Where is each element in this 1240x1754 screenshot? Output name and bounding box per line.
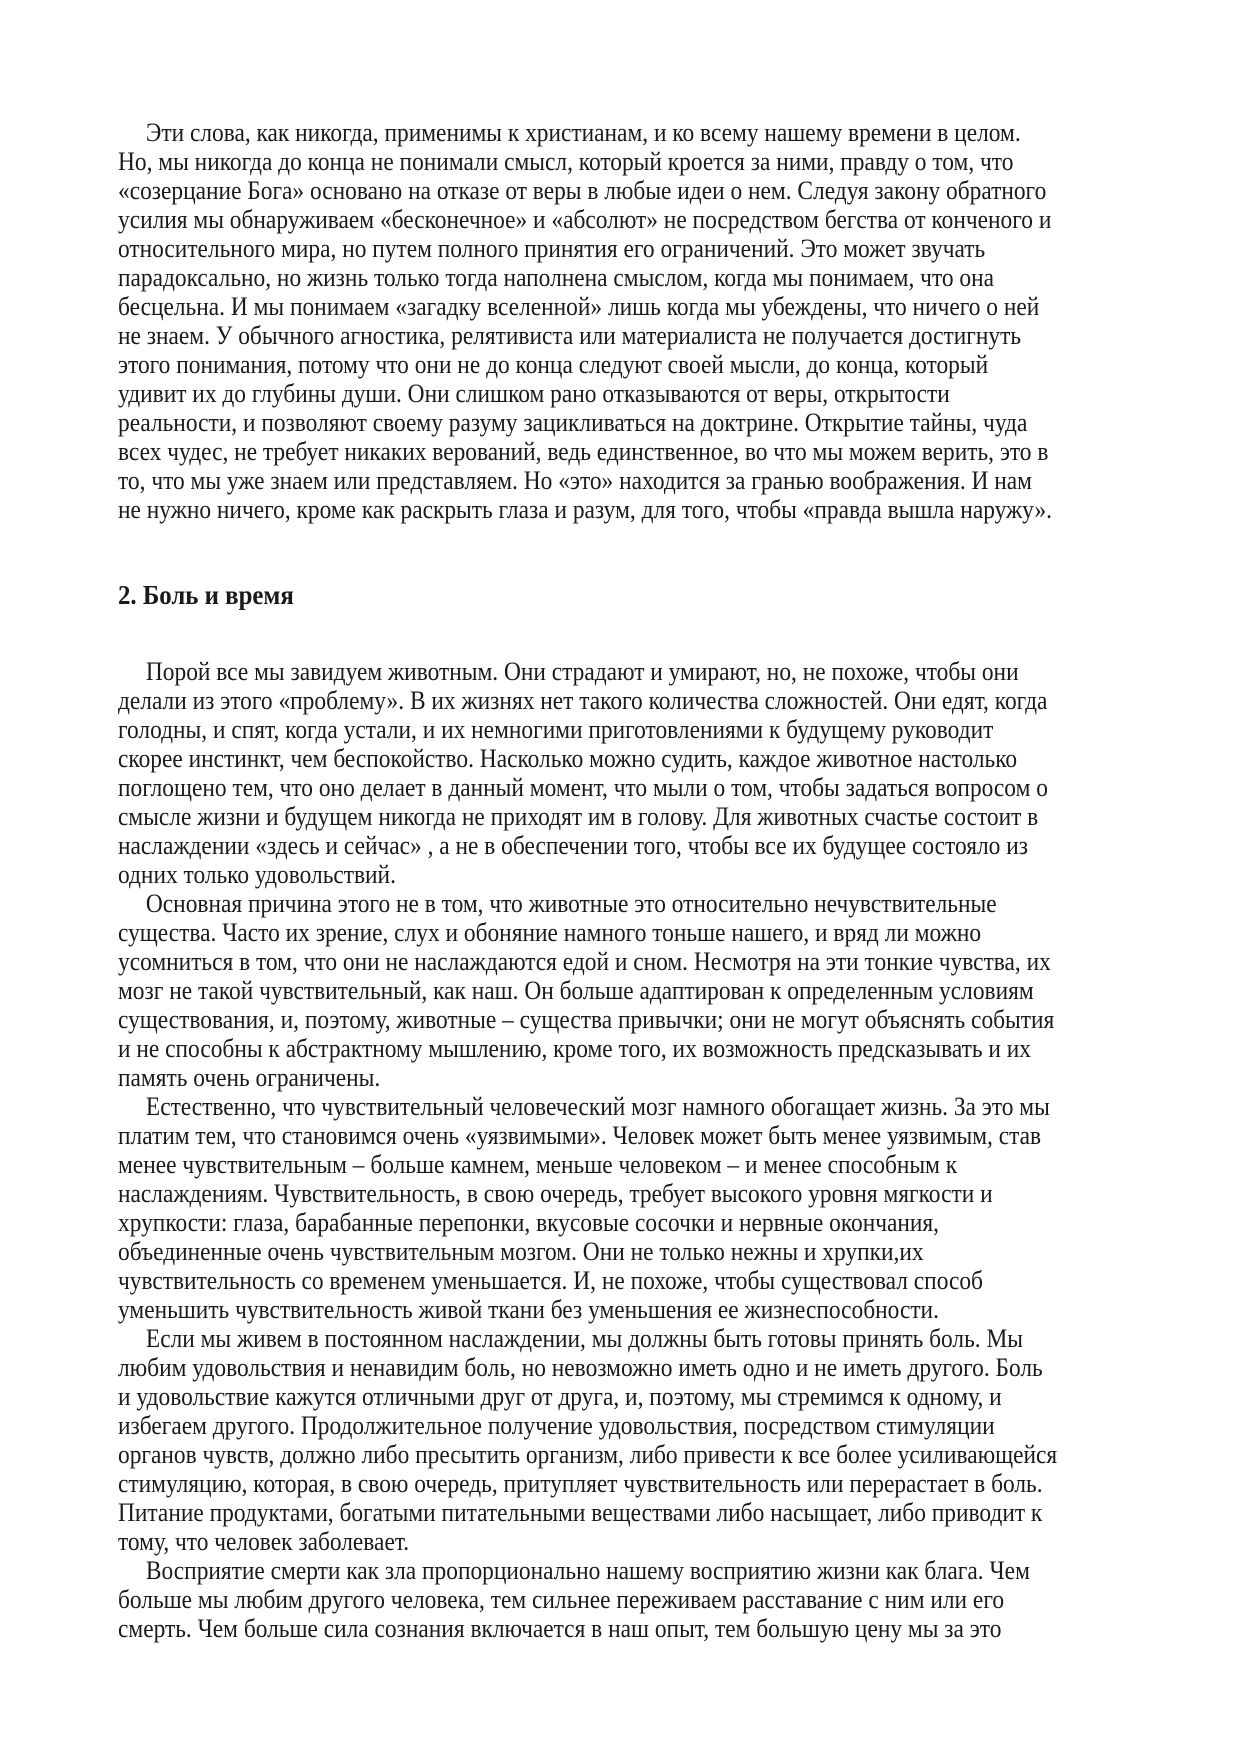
paragraph <box>118 1324 1138 1556</box>
paragraph <box>118 889 1138 1092</box>
text-line: усомниться в том, что они не наслаждаются едой и сном. Несмотря на эти тонкие чувства, их <box>118 947 1051 976</box>
text-line: хрупкости: глаза, барабанные перепонки, вкусовые сосочки и нервные окончания, <box>118 1208 940 1237</box>
paragraph <box>118 118 1138 524</box>
text-line: и удовольствие кажутся отличными друг от друга, и, поэтому, мы стремимся к одному, и <box>118 1382 1002 1411</box>
paragraph <box>118 657 1138 889</box>
text-line: наслаждении «здесь и сейчас» , а не в обеспечении того, чтобы все их будущее состояло из <box>118 831 1028 860</box>
text-line: Эти слова, как никогда, применимы к христианам, и ко всему нашему времени в целом. <box>145 118 1021 147</box>
text-line: относительного мира, но путем полного принятия его ограничений. Это может звучать <box>118 234 986 263</box>
section-1-body <box>118 118 1138 524</box>
text-line: реальности, и позволяют своему разуму зацикливаться на доктрине. Открытие тайны, чуда <box>118 408 1028 437</box>
text-line: чувствительность со временем уменьшается. И, не похоже, чтобы существовал способ <box>118 1266 983 1295</box>
text-line: парадоксально, но жизнь только тогда наполнена смыслом, когда мы понимаем, что она <box>118 263 995 292</box>
text-line: существа. Часто их зрение, слух и обоняние намного тоньше нашего, и вряд ли можно <box>118 918 982 947</box>
text-line: одних только удовольствий. <box>118 860 396 889</box>
text-line: делали из этого «проблему». В их жизнях нет такого количества сложностей. Они едят, когда <box>118 686 1048 715</box>
text-line: любим удовольствия и ненавидим боль, но невозможно иметь одно и не иметь другого. Боль <box>118 1353 1043 1382</box>
text-line: тому, что человек заболевает. <box>118 1527 410 1556</box>
text-line: Естественно, что чувствительный человеческий мозг намного обогащает жизнь. За это мы <box>145 1092 1050 1121</box>
text-line: больше мы любим другого человека, тем сильнее переживаем расставание с ним или его <box>118 1585 1005 1614</box>
text-line: «созерцание Бога» основано на отказе от веры в любые идеи о нем. Следуя закону обратного <box>118 176 1047 205</box>
text-line: объединенные очень чувствительным мозгом. Они не только нежны и хрупки,их <box>118 1237 924 1266</box>
text-line: бесцельна. И мы понимаем «загадку вселенной» лишь когда мы убеждены, что ничего о ней <box>118 292 1040 321</box>
paragraph <box>118 1092 1138 1324</box>
text-line: не нужно ничего, кроме как раскрыть глаза и разум, для того, чтобы «правда вышла наружу». <box>118 495 1052 524</box>
text-line: избегаем другого. Продолжительное получение удовольствия, посредством стимуляции <box>118 1411 995 1440</box>
text-line: то, что мы уже знаем или представляем. Но «это» находится за гранью воображения. И нам <box>118 466 1032 495</box>
text-line: не знаем. У обычного агностика, релятивиста или материалиста не получается достигнуть <box>118 321 1022 350</box>
text-line: и не способны к абстрактному мышлению, кроме того, их возможность предсказывать и их <box>118 1034 1031 1063</box>
text-line: поглощено тем, что оно делает в данный момент, что мыли о том, чтобы задаться вопросом о <box>118 773 1048 802</box>
text-line: стимуляцию, которая, в свою очередь, притупляет чувствительность или перерастает в боль. <box>118 1469 1043 1498</box>
text-line: Питание продуктами, богатыми питательными веществами либо насыщает, либо приводит к <box>118 1498 1043 1527</box>
text-line: скорее инстинкт, чем беспокойство. Насколько можно судить, каждое животное настолько <box>118 744 1018 773</box>
text-line: удивит их до глубины души. Они слишком рано отказываются от веры, открытости <box>118 379 950 408</box>
text-line: Восприятие смерти как зла пропорционально нашему восприятию жизни как блага. Чем <box>145 1556 1030 1585</box>
section-2-body <box>118 657 1138 1643</box>
text-line: уменьшить чувствительность живой ткани без уменьшения ее жизнеспособности. <box>118 1295 939 1324</box>
text-line: платим тем, что становимся очень «уязвимыми». Человек может быть менее уязвимым, став <box>118 1121 1042 1150</box>
text-line: всех чудес, не требует никаких верований, ведь единственное, во что мы можем верить, это в <box>118 437 1049 466</box>
text-line: мозг не такой чувствительный, как наш. Он больше адаптирован к определенным условиям <box>118 976 1034 1005</box>
text-line: Основная причина этого не в том, что животные это относительно нечувствительные <box>145 889 997 918</box>
text-line: Порой все мы завидуем животным. Они страдают и умирают, но, не похоже, чтобы они <box>145 657 1019 686</box>
text-line: органов чувств, должно либо пресытить организм, либо привести к все более усиливающейся <box>118 1440 1058 1469</box>
text-line: память очень ограничены. <box>118 1063 381 1092</box>
text-line: менее чувствительным – больше камнем, меньше человеком – и менее способным к <box>118 1150 958 1179</box>
text-line: голодны, и спят, когда устали, и их немногими приготовлениями к будущему руководит <box>118 715 994 744</box>
text-line: Но, мы никогда до конца не понимали смысл, который кроется за ними, правду о том, что <box>118 147 1014 176</box>
text-line: Если мы живем в постоянном наслаждении, мы должны быть готовы принять боль. Мы <box>145 1324 1024 1353</box>
text-line: усилия мы обнаруживаем «бесконечное» и «абсолют» не посредством бегства от конченого и <box>118 205 1052 234</box>
text-line: существования, и, поэтому, животные – существа привычки; они не могут объяснять события <box>118 1005 1055 1034</box>
text-line: этого понимания, потому что они не до конца следуют своей мысли, до конца, который <box>118 350 989 379</box>
text-line: смысле жизни и будущем никогда не приходят им в голову. Для животных счастье состоит в <box>118 802 1039 831</box>
text-line: наслаждениям. Чувствительность, в свою очередь, требует высокого уровня мягкости и <box>118 1179 993 1208</box>
text-line: смерть. Чем больше сила сознания включается в наш опыт, тем большую цену мы за это <box>118 1614 1002 1643</box>
paragraph <box>118 1556 1138 1643</box>
section-2-heading: 2. Боль и время <box>118 580 294 610</box>
